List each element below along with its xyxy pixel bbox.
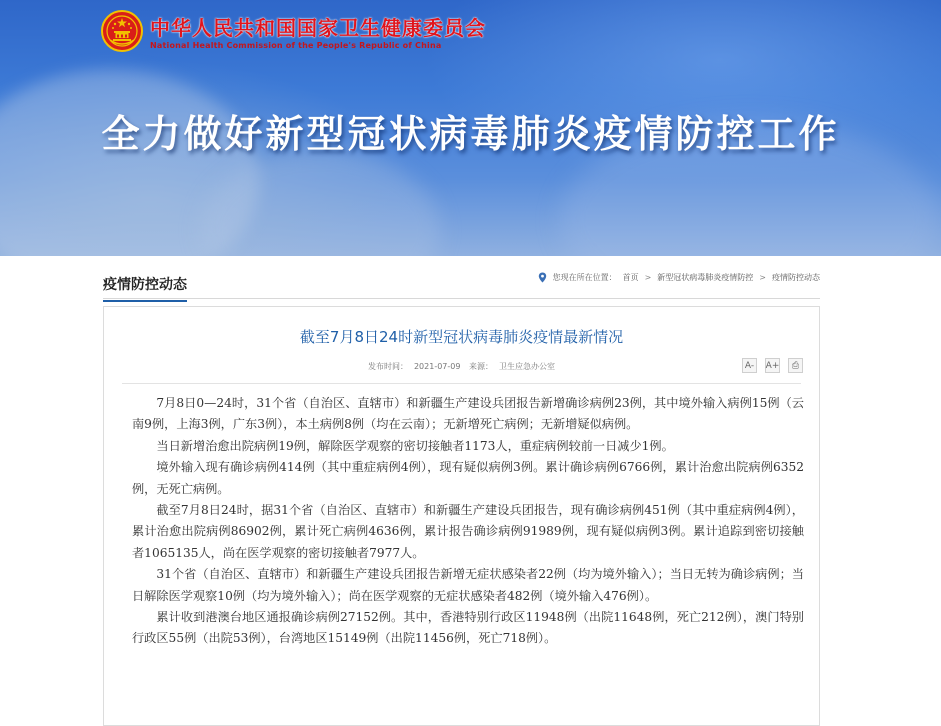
org-name-cn: 中华人民共和国国家卫生健康委员会 bbox=[150, 16, 486, 40]
breadcrumb bbox=[538, 272, 820, 283]
article-paragraph: 截至7月8日24时，据31个省（自治区、直辖市）和新疆生产建设兵团报告，现有确诊病例451例（其中重症病例4例），累计治愈出院病例86902例，累计死亡病例4636例，累计报告确诊病例91989例，现有疑似病例3例。累计追踪到密切接触者1065135人，尚在医学观察的密切接触者7977人。 bbox=[132, 503, 804, 560]
article-panel bbox=[103, 306, 820, 726]
article-paragraph: 31个省（自治区、直辖市）和新疆生产建设兵团报告新增无症状感染者22例（均为境外输入）；当日无转为确诊病例；当日解除医学观察10例（均为境外输入）；尚在医学观察的无症状感染者482例（境外输入476例）。 bbox=[132, 567, 804, 603]
banner-slogan: 全力做好新型冠状病毒肺炎疫情防控工作 bbox=[101, 112, 840, 156]
source-label: 来源： bbox=[469, 362, 494, 371]
article-tools bbox=[742, 358, 803, 373]
meta-divider bbox=[122, 383, 801, 384]
article-title: 截至7月8日24时新型冠状病毒肺炎疫情最新情况 bbox=[299, 328, 624, 346]
source-value: 卫生应急办公室 bbox=[499, 362, 556, 371]
breadcrumb-home-link[interactable]: 首页 bbox=[622, 273, 639, 282]
breadcrumb-separator: > bbox=[759, 273, 766, 282]
breadcrumb-current-page[interactable]: 疫情防控动态 bbox=[772, 273, 820, 282]
article-paragraph: 7月8日0—24时，31个省（自治区、直辖市）和新疆生产建设兵团报告新增确诊病例23例，其中境外输入病例15例（云南9例，上海3例，广东3例），本土病例8例（均在云南）；无新增死亡病例；无新增疑似病例。 bbox=[132, 396, 804, 432]
print-icon[interactable]: ⎙ bbox=[788, 358, 803, 373]
article-body bbox=[132, 393, 804, 650]
national-emblem-icon bbox=[101, 10, 143, 52]
breadcrumb-prefix: 您现在所在位置： bbox=[552, 273, 617, 282]
breadcrumb-covid-prevention-link[interactable]: 新型冠状病毒肺炎疫情防控 bbox=[657, 273, 754, 282]
article-paragraph: 当日新增治愈出院病例19例，解除医学观察的密切接触者1173人，重症病例较前一日减少1例。 bbox=[156, 438, 674, 453]
section-title: 疫情防控动态 bbox=[103, 274, 187, 302]
publish-date: 2021-07-09 bbox=[413, 362, 461, 371]
article-paragraph: 境外输入现有确诊病例414例（其中重症病例4例），现有疑似病例3例。累计确诊病例6766例，累计治愈出院病例6352例，无死亡病例。 bbox=[132, 460, 804, 496]
org-name-en: National Health Commission of the People's Republic of China bbox=[150, 41, 442, 50]
publish-label: 发布时间： bbox=[367, 362, 408, 371]
section-header bbox=[103, 266, 820, 299]
breadcrumb-separator: > bbox=[644, 273, 652, 282]
font-increase-button[interactable]: A+ bbox=[765, 358, 780, 373]
location-pin-icon bbox=[538, 272, 547, 283]
header-banner bbox=[0, 0, 941, 256]
font-decrease-button[interactable]: A- bbox=[742, 358, 757, 373]
article-paragraph: 累计收到港澳台地区通报确诊病例27152例。其中，香港特别行政区11948例（出院11648例，死亡212例），澳门特别行政区55例（出院53例），台湾地区15149例（出院11456例，死亡718例）。 bbox=[132, 610, 804, 646]
article-meta bbox=[104, 361, 819, 372]
